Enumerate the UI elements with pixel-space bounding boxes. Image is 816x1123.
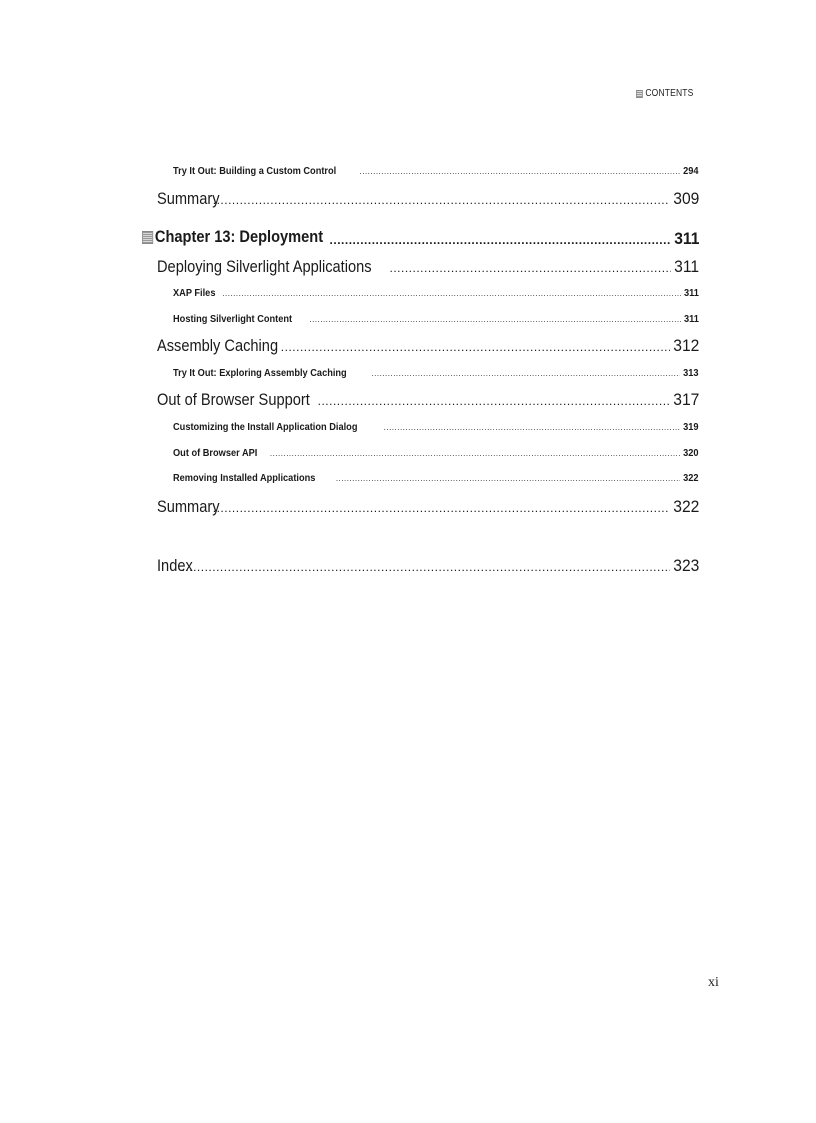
toc-entry-chapter-13[interactable] xyxy=(142,227,699,251)
toc-entry-label: Summary xyxy=(157,497,220,516)
toc-entry-page: 311 xyxy=(673,228,699,248)
toc-entry-page: 313 xyxy=(683,367,699,379)
running-head xyxy=(636,88,693,99)
toc-entry-page: 311 xyxy=(684,287,699,299)
dot-leader xyxy=(213,501,670,515)
dot-leader xyxy=(222,289,681,298)
toc-entry-page: 294 xyxy=(683,165,699,177)
toc-entry-page: 312 xyxy=(672,336,699,355)
toc-entry-label: Summary xyxy=(157,189,220,208)
dot-leader xyxy=(270,449,681,458)
toc-entry-page: 319 xyxy=(683,421,699,433)
toc-entry-label: Try It Out: Building a Custom Control xyxy=(173,165,337,177)
toc-entry-page: 320 xyxy=(683,447,699,459)
toc-entry-label: Customizing the Install Application Dialog xyxy=(173,421,358,433)
dot-leader xyxy=(336,474,681,483)
toc-entry-deploying-silverlight[interactable] xyxy=(157,257,699,281)
toc-entry-summary-ch13[interactable] xyxy=(157,497,699,521)
toc-entry-label: Out of Browser API xyxy=(173,447,258,459)
dot-leader xyxy=(182,560,670,574)
dot-leader xyxy=(309,315,681,324)
toc-entry-try-it-out-custom-control[interactable] xyxy=(173,165,699,181)
toc-entry-page: 311 xyxy=(674,257,699,276)
toc-entry-page: 323 xyxy=(672,556,699,575)
toc-entry-label: XAP Files xyxy=(173,287,216,299)
toc-entry-index[interactable] xyxy=(157,556,699,580)
toc-entry-page: 322 xyxy=(672,497,699,516)
toc-chapter-heading xyxy=(142,227,323,247)
toc-entry-page: 317 xyxy=(672,390,699,409)
toc-entry-label: Deploying Silverlight Applications xyxy=(157,257,372,276)
toc-entry-assembly-caching[interactable] xyxy=(157,336,699,360)
dot-leader xyxy=(281,340,670,354)
toc-entry-removing-installed-apps[interactable] xyxy=(173,472,699,488)
toc-entry-label: Index xyxy=(157,556,193,575)
toc-entry-label: Out of Browser Support xyxy=(157,390,310,409)
dot-leader xyxy=(384,423,681,432)
toc-entry-label: Assembly Caching xyxy=(157,336,279,355)
square-bullet-icon xyxy=(636,90,643,98)
toc-entry-label: Removing Installed Applications xyxy=(173,472,316,484)
toc-entry-label: Hosting Silverlight Content xyxy=(173,313,293,325)
toc-entry-page: 322 xyxy=(683,472,699,484)
toc-entry-page: 311 xyxy=(684,313,699,325)
dot-leader xyxy=(213,193,670,207)
chapter-square-icon xyxy=(142,231,153,244)
toc-entry-label: Try It Out: Exploring Assembly Caching xyxy=(173,367,347,379)
dot-leader xyxy=(360,167,681,176)
running-head-title: CONTENTS xyxy=(645,88,694,99)
toc-entry-hosting-silverlight-content[interactable] xyxy=(173,313,699,329)
toc-entry-summary-ch12[interactable] xyxy=(157,189,699,213)
dot-leader xyxy=(330,233,671,247)
toc-entry-out-of-browser-api[interactable] xyxy=(173,447,699,463)
toc-entry-xap-files[interactable] xyxy=(173,287,699,303)
toc-entry-customizing-install-dialog[interactable] xyxy=(173,421,699,437)
dot-leader xyxy=(389,261,670,275)
toc-entry-out-of-browser-support[interactable] xyxy=(157,390,699,414)
dot-leader xyxy=(318,394,670,408)
toc-entry-page: 309 xyxy=(672,189,699,208)
dot-leader xyxy=(371,369,680,378)
toc-entry-label: Chapter 13: Deployment xyxy=(154,227,324,246)
toc-entry-try-it-out-assembly-caching[interactable] xyxy=(173,367,699,383)
page-number: xi xyxy=(708,975,719,990)
